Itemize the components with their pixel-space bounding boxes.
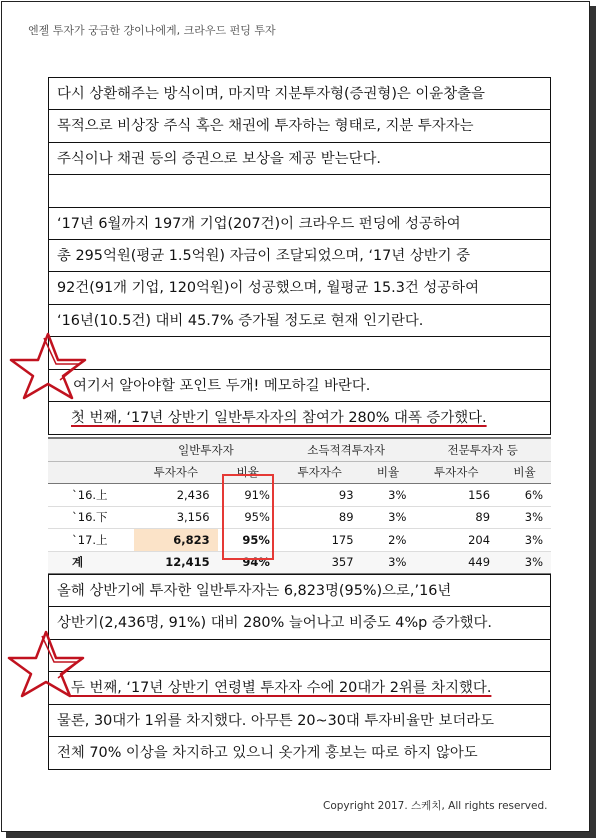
red-star-icon [6, 628, 86, 698]
group-header: 전문투자자 등 [414, 438, 551, 461]
highlighted-line [49, 672, 550, 704]
text-line: ‘16년(10.5건) 대비 45.7% 증가될 정도로 현재 인기란다. [49, 305, 550, 337]
table-cell: 175 [278, 529, 362, 552]
highlighted-line [49, 402, 550, 434]
table-cell: 91% [218, 484, 278, 507]
page-shadow [590, 6, 596, 836]
row-label: `16.下 [48, 506, 134, 529]
highlighted-text: 두 번째, ‘17년 상반기 연령별 투자자 수에 20대가 2위를 차지했다. [71, 680, 492, 697]
table-cell: 204 [414, 529, 498, 552]
text-line: 목적으로 비상장 주식 혹은 채권에 투자하는 형태로, 지분 투자자는 [49, 110, 550, 142]
sub-header: 비율 [362, 461, 415, 484]
text-line [49, 337, 550, 369]
text-block-1 [48, 77, 551, 435]
table-cell: 89 [278, 506, 362, 529]
red-star-icon [8, 330, 88, 400]
table-cell: 3% [498, 551, 551, 574]
table-cell: 3,156 [134, 506, 218, 529]
sub-header: 비율 [218, 461, 278, 484]
table-cell: 94% [218, 551, 278, 574]
group-header: 소득적격투자자 [278, 438, 415, 461]
table-cell: 156 [414, 484, 498, 507]
copyright-footer: Copyright 2017. 스케치, All rights reserved. [323, 800, 548, 812]
table-cell: 89 [414, 506, 498, 529]
table-cell: 95% [218, 529, 278, 552]
table-cell: 3% [362, 484, 415, 507]
text-line: ‘17년 6월까지 197개 기업(207건)이 크라우드 펀딩에 성공하여 [49, 208, 550, 240]
sub-header: 투자자수 [134, 461, 218, 484]
table-cell: 357 [278, 551, 362, 574]
text-block-2 [48, 574, 551, 770]
page-shadow-bottom [6, 832, 596, 838]
text-line: 주식이나 채권 등의 증권으로 보상을 제공 받는단다. [49, 143, 550, 175]
table-cell: 3% [362, 551, 415, 574]
highlighted-text: 첫 번째, ‘17년 상반기 일반투자자의 참여가 280% 대폭 증가했다. [71, 409, 487, 426]
table-corner [48, 461, 134, 484]
table-cell: 2,436 [134, 484, 218, 507]
table-row [48, 529, 551, 552]
highlight-box [222, 474, 274, 560]
table-cell-highlighted: 6,823 [134, 529, 218, 552]
table-cell: 449 [414, 551, 498, 574]
table-cell: 3% [498, 506, 551, 529]
table-cell: 95% [218, 506, 278, 529]
row-label: `16.上 [48, 484, 134, 507]
table-cell: 2% [362, 529, 415, 552]
table-corner [48, 438, 134, 461]
text-line: 물론, 30대가 1위를 차지했다. 아무튼 20~30대 투자비율만 보더라도 [49, 705, 550, 737]
table-row-total [48, 551, 551, 574]
table-cell: 93 [278, 484, 362, 507]
sub-header: 투자자수 [278, 461, 362, 484]
table-cell: 12,415 [134, 551, 218, 574]
investor-table [48, 437, 551, 575]
sub-header: 투자자수 [414, 461, 498, 484]
table-row [48, 506, 551, 529]
table-row [48, 484, 551, 507]
text-line: 전체 70% 이상을 차지하고 있으니 옷가게 홍보는 따로 하지 않아도 [57, 744, 478, 761]
row-label: `17.上 [48, 529, 134, 552]
text-line: 총 295억원(평균 1.5억원) 자금이 조달되었으며, ‘17년 상반기 중 [49, 240, 550, 272]
table-cell: 3% [362, 506, 415, 529]
page-header: 엔젤 투자가 궁금한 걍이나에게, 크라우드 펀딩 투자 [28, 24, 276, 37]
text-line: 여기서 알아야할 포인트 두개! 메모하길 바란다. [49, 370, 550, 402]
group-header: 일반투자자 [134, 438, 278, 461]
row-label: 계 [48, 551, 134, 574]
text-line: 다시 상환해주는 방식이며, 마지막 지분투자형(증권형)은 이윤창출을 [49, 78, 550, 110]
text-line: 상반기(2,436명, 91%) 대비 280% 늘어나고 비중도 4%p 증가했다. [49, 607, 550, 639]
text-line [49, 640, 550, 672]
table-cell: 3% [498, 529, 551, 552]
text-line [49, 175, 550, 207]
text-line: 올해 상반기에 투자한 일반투자자는 6,823명(95%)으로,’16년 [49, 575, 550, 607]
text-line: 92건(91개 기업, 120억원)이 성공했으며, 월평균 15.3건 성공하여 [49, 272, 550, 304]
sub-header: 비율 [498, 461, 551, 484]
table-cell: 6% [498, 484, 551, 507]
